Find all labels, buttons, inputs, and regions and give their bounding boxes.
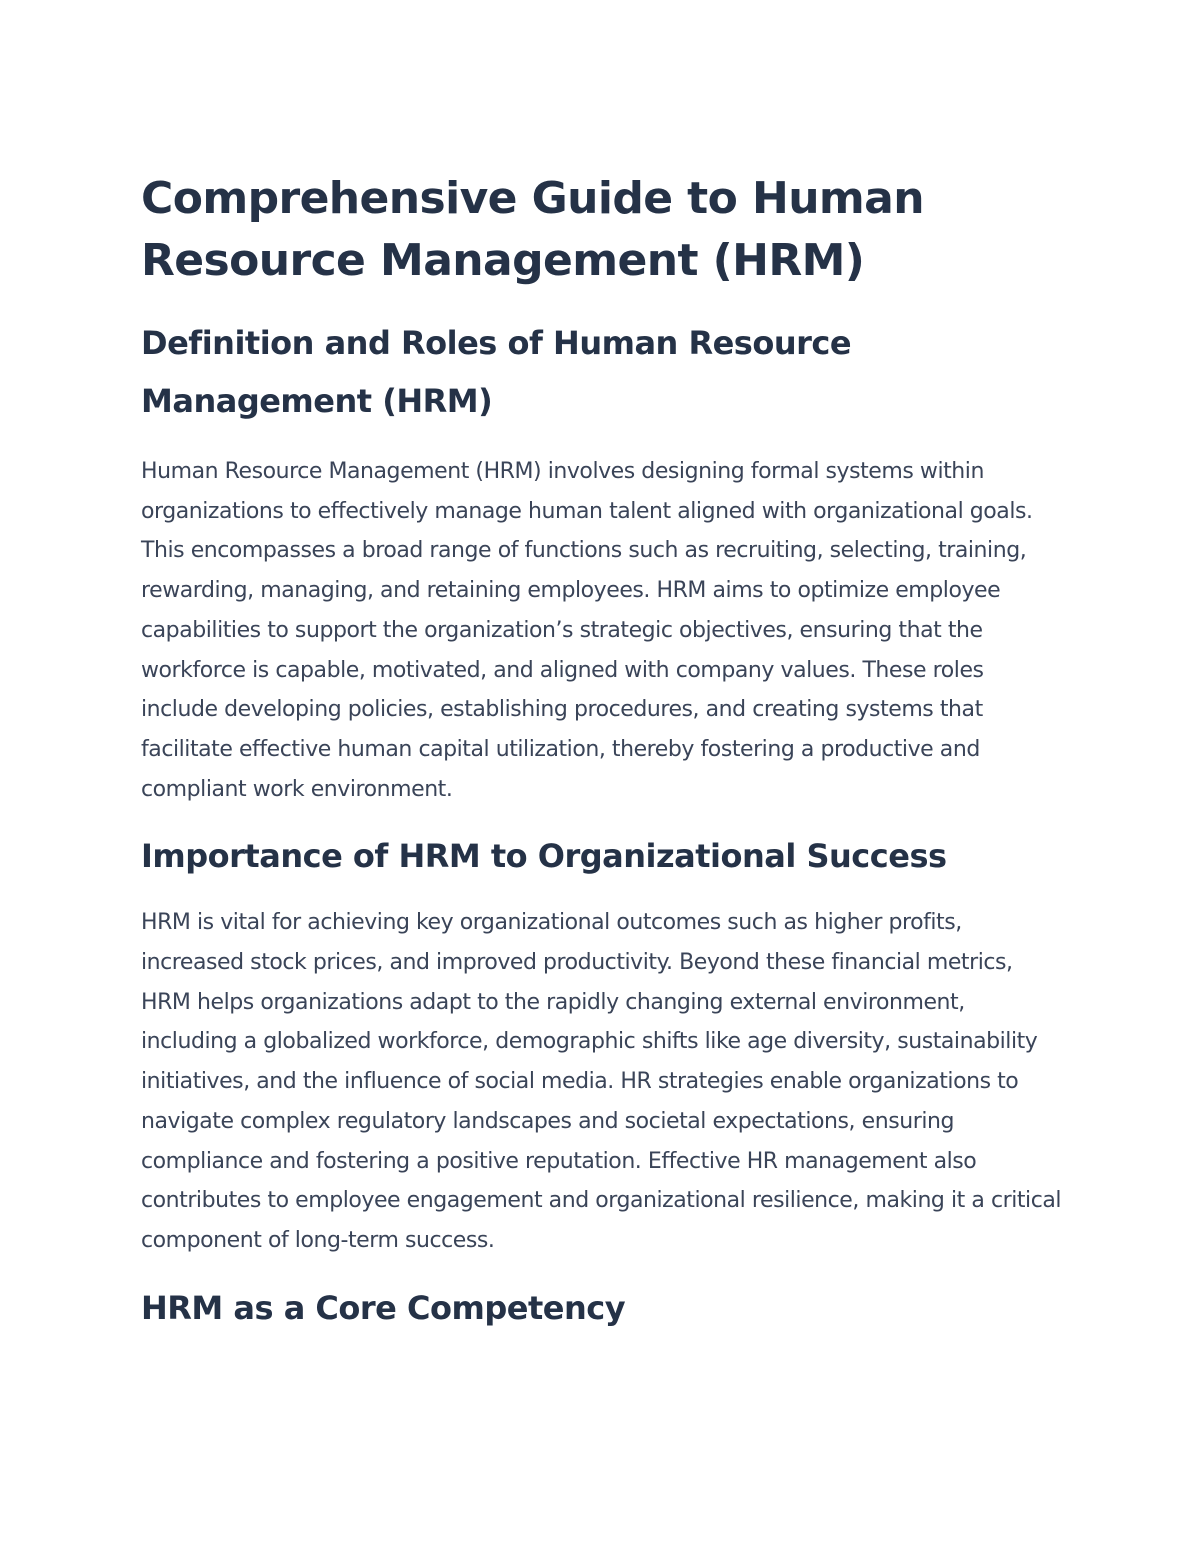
section-body-importance: HRM is vital for achieving key organizational outcomes such as higher profits, increased stock prices, and improved productivity. Beyond these financial metrics, HRM helps organizations adapt to the rapidly changing external environment, including a globalized workforce, demographic shifts like age diversity, sustainability initiatives, and the influence of social media. HR strategies enable organizations to navigate complex regulatory landscapes and societal expectations, ensuring compliance and fostering a positive reputation. Effective HR management also contributes to employee engagement and organizational resilience, making it a critical component of long-term success. — [141, 910, 1062, 1253]
document-title: Comprehensive Guide to Human Resource Management (HRM) — [141, 173, 924, 286]
section-heading-definition: Definition and Roles of Human Resource Management (HRM) — [141, 324, 852, 420]
section-body-definition: Human Resource Management (HRM) involves designing formal systems within organizations to effectively manage human talent aligned with organizational goals. This encompasses a broad range of functions such as recruiting, selecting, training, rewarding, managing, and retaining employees. HRM aims to optimize employee capabilities to support the organization’s strategic objectives, ensuring that the workforce is capable, motivated, and aligned with company values. These roles include developing policies, establishing procedures, and creating systems that facilitate effective human capital utilization, thereby fostering a productive and compliant work environment. — [141, 459, 1033, 802]
document-page — [141, 168, 1066, 1333]
section-heading-importance: Importance of HRM to Organizational Success — [141, 837, 947, 876]
section-heading-core-competency: HRM as a Core Competency — [141, 1288, 626, 1327]
